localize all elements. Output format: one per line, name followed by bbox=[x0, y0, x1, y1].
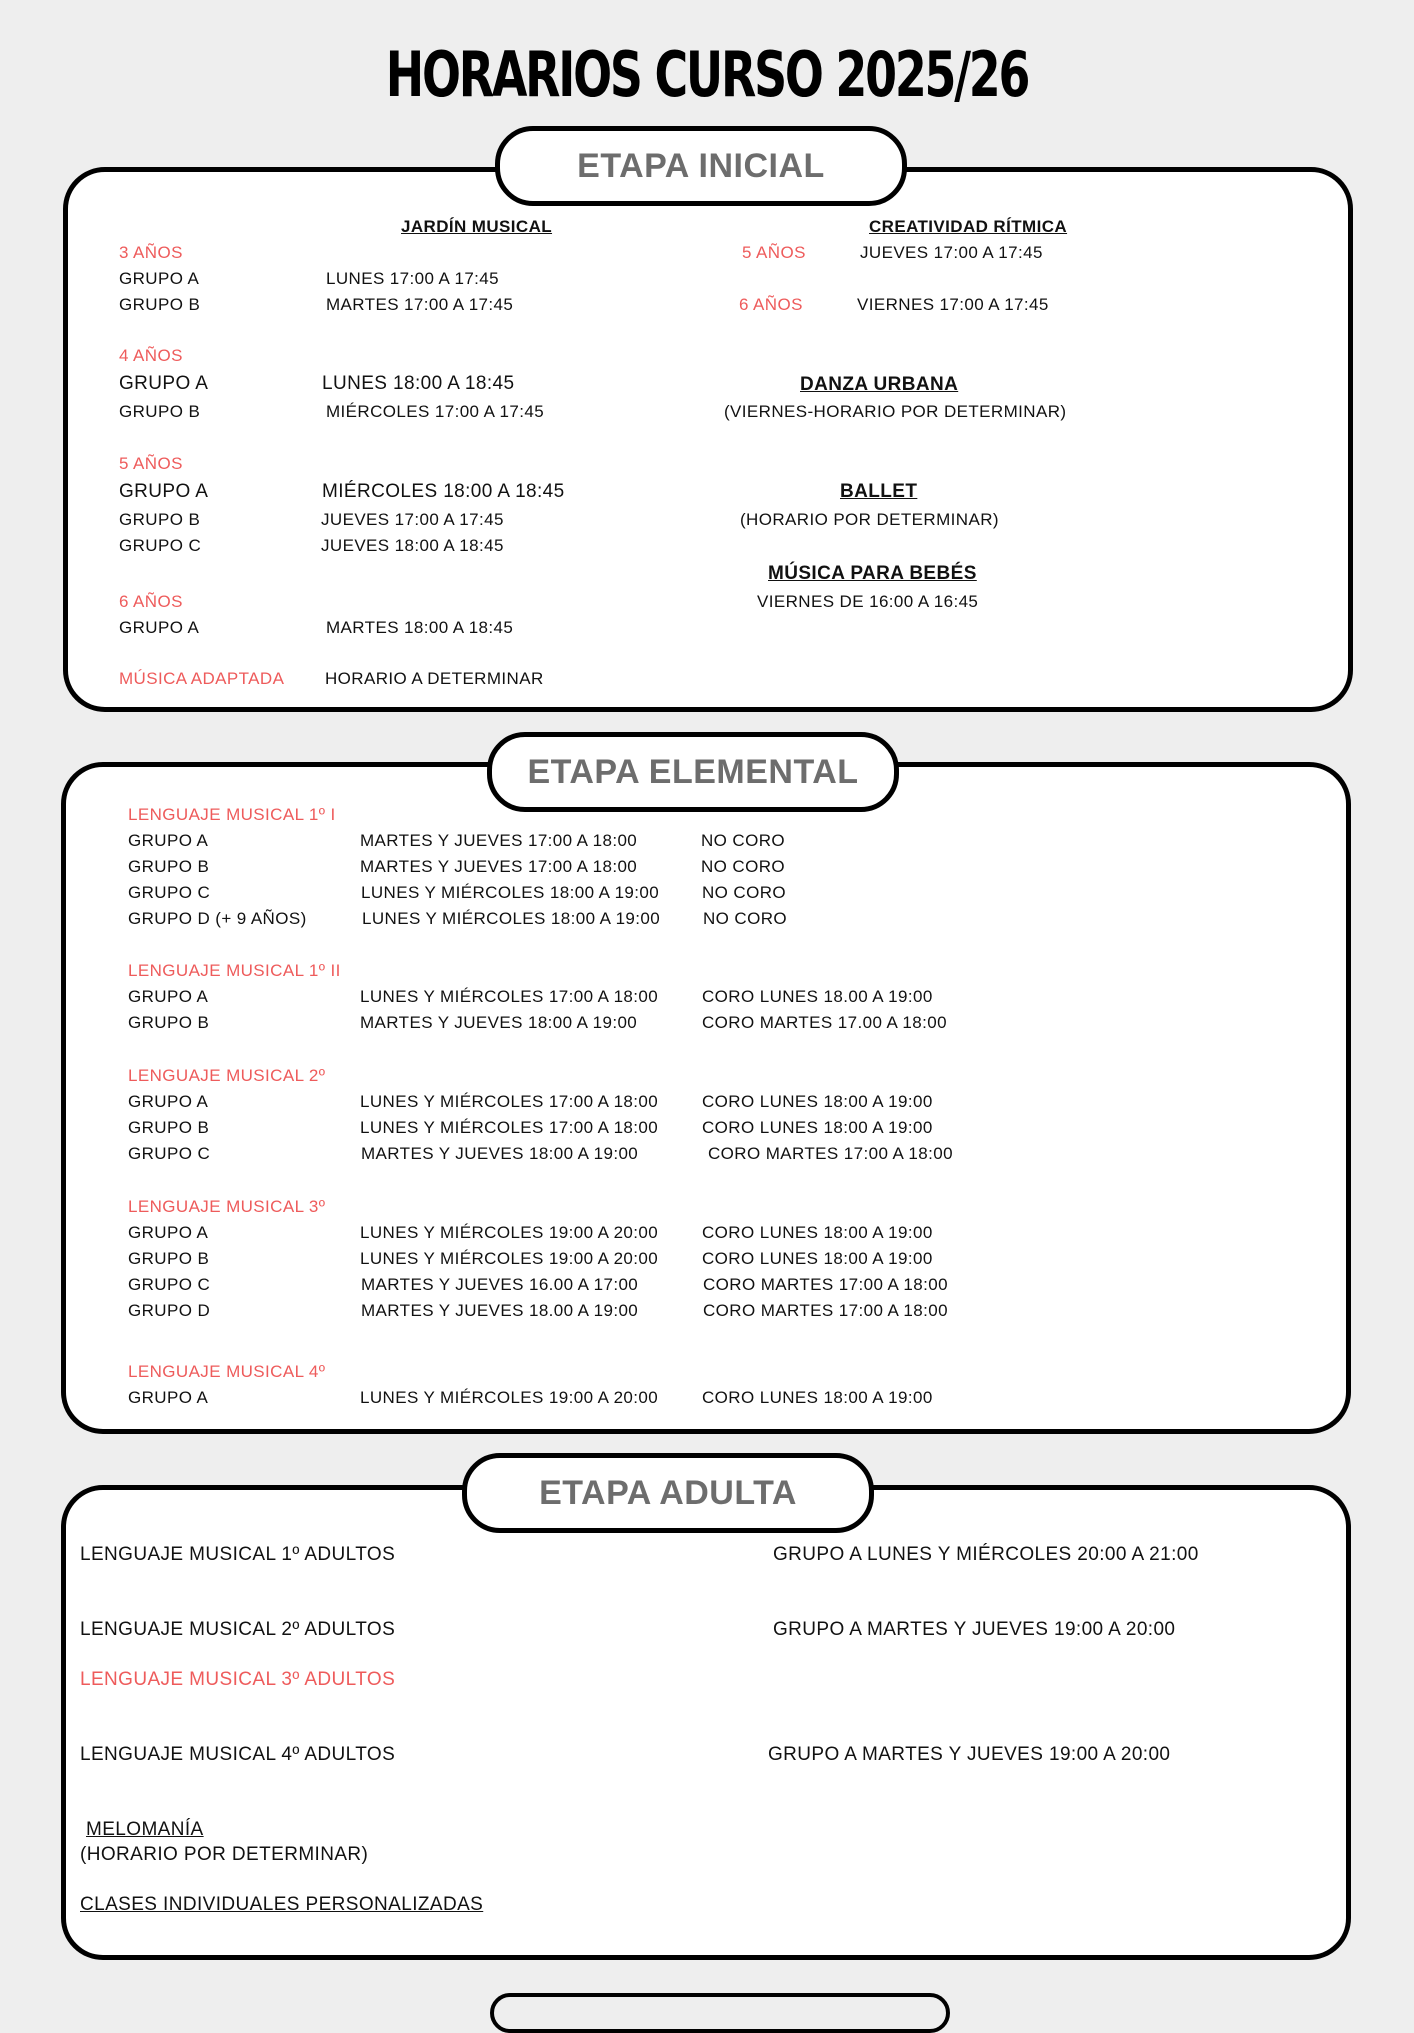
jardin-musical-title: JARDÍN MUSICAL bbox=[401, 217, 553, 236]
adult-lm4-name: LENGUAJE MUSICAL 4º ADULTOS bbox=[80, 1744, 396, 1765]
musica-adaptada-time: HORARIO A DETERMINAR bbox=[325, 669, 544, 688]
lm3-row-d-group: GRUPO D bbox=[128, 1301, 211, 1320]
age3-group-b: GRUPO B bbox=[119, 295, 201, 314]
lm3-row-d-coro: CORO MARTES 17:00 A 18:00 bbox=[703, 1301, 948, 1320]
creatividad-ritmica-title: CREATIVIDAD RÍTMICA bbox=[869, 217, 1068, 236]
age5-group-a-time: MIÉRCOLES 18:00 A 18:45 bbox=[322, 481, 565, 502]
lm3-row-b-coro: CORO LUNES 18:00 A 19:00 bbox=[702, 1249, 933, 1268]
clases-individuales: CLASES INDIVIDUALES PERSONALIZADAS bbox=[80, 1894, 484, 1915]
creatividad-5-age: 5 AÑOS bbox=[742, 243, 806, 262]
musica-bebes-title: MÚSICA PARA BEBÉS bbox=[768, 563, 977, 584]
age5-group-c-time: JUEVES 18:00 A 18:45 bbox=[321, 536, 504, 555]
lm4-row-a-coro: CORO LUNES 18:00 A 19:00 bbox=[702, 1388, 933, 1407]
adult-lm2-time: GRUPO A MARTES Y JUEVES 19:00 A 20:00 bbox=[773, 1619, 1176, 1640]
age-3-label: 3 AÑOS bbox=[119, 243, 183, 262]
lm3-row-a-group: GRUPO A bbox=[128, 1223, 209, 1242]
lm2-row-b-group: GRUPO B bbox=[128, 1118, 210, 1137]
lm1ii-row-a-coro: CORO LUNES 18.00 A 19:00 bbox=[702, 987, 933, 1006]
lm1i-row-a-group: GRUPO A bbox=[128, 831, 209, 850]
etapa-inicial-heading: ETAPA INICIAL bbox=[495, 126, 907, 206]
melomania-title: MELOMANÍA bbox=[86, 1819, 204, 1840]
age4-group-a-time: LUNES 18:00 A 18:45 bbox=[322, 373, 515, 394]
ballet-title: BALLET bbox=[840, 481, 918, 502]
lm1ii-title: LENGUAJE MUSICAL 1º II bbox=[128, 961, 341, 980]
lm3-title: LENGUAJE MUSICAL 3º bbox=[128, 1197, 326, 1216]
lm1i-row-c-coro: NO CORO bbox=[702, 883, 787, 902]
musica-bebes-time: VIERNES DE 16:00 A 16:45 bbox=[757, 592, 979, 611]
lm1i-row-b-coro: NO CORO bbox=[701, 857, 786, 876]
lm1i-row-d-coro: NO CORO bbox=[703, 909, 788, 928]
lm2-row-c-time: MARTES Y JUEVES 18:00 A 19:00 bbox=[361, 1144, 639, 1163]
age3-group-a-time: LUNES 17:00 A 17:45 bbox=[326, 269, 500, 288]
lm2-row-a-group: GRUPO A bbox=[128, 1092, 209, 1111]
age5-group-c: GRUPO C bbox=[119, 536, 202, 555]
lm4-row-a-group: GRUPO A bbox=[128, 1388, 209, 1407]
etapa-adulta-heading: ETAPA ADULTA bbox=[462, 1453, 874, 1533]
melomania-time: (HORARIO POR DETERMINAR) bbox=[80, 1844, 369, 1865]
lm1i-row-c-time: LUNES Y MIÉRCOLES 18:00 A 19:00 bbox=[361, 883, 660, 902]
lm1i-row-b-time: MARTES Y JUEVES 17:00 A 18:00 bbox=[360, 857, 638, 876]
lm1ii-row-b-group: GRUPO B bbox=[128, 1013, 210, 1032]
age3-group-b-time: MARTES 17:00 A 17:45 bbox=[326, 295, 514, 314]
etapa-elemental-heading: ETAPA ELEMENTAL bbox=[487, 732, 899, 812]
lm1ii-row-a-group: GRUPO A bbox=[128, 987, 209, 1006]
lm3-row-b-time: LUNES Y MIÉRCOLES 19:00 A 20:00 bbox=[360, 1249, 659, 1268]
creatividad-6-time: VIERNES 17:00 A 17:45 bbox=[857, 295, 1049, 314]
age6-group-a-time: MARTES 18:00 A 18:45 bbox=[326, 618, 514, 637]
lm3-row-a-time: LUNES Y MIÉRCOLES 19:00 A 20:00 bbox=[360, 1223, 659, 1242]
lm4-row-a-time: LUNES Y MIÉRCOLES 19:00 A 20:00 bbox=[360, 1388, 659, 1407]
lm1ii-row-a-time: LUNES Y MIÉRCOLES 17:00 A 18:00 bbox=[360, 987, 659, 1006]
age4-group-b-time: MIÉRCOLES 17:00 A 17:45 bbox=[326, 402, 545, 421]
creatividad-6-age: 6 AÑOS bbox=[739, 295, 803, 314]
lm3-row-d-time: MARTES Y JUEVES 18.00 A 19:00 bbox=[361, 1301, 639, 1320]
page-title: HORARIOS CURSO 2025/26 bbox=[385, 38, 1029, 111]
lm3-row-c-group: GRUPO C bbox=[128, 1275, 211, 1294]
lm1i-title: LENGUAJE MUSICAL 1º I bbox=[128, 805, 336, 824]
lm2-row-c-coro: CORO MARTES 17:00 A 18:00 bbox=[708, 1144, 953, 1163]
next-section-pill-edge bbox=[490, 1993, 950, 2033]
lm3-row-a-coro: CORO LUNES 18:00 A 19:00 bbox=[702, 1223, 933, 1242]
age5-group-a: GRUPO A bbox=[119, 481, 209, 502]
age5-group-b-time: JUEVES 17:00 A 17:45 bbox=[321, 510, 504, 529]
lm2-title: LENGUAJE MUSICAL 2º bbox=[128, 1066, 326, 1085]
lm1i-row-a-time: MARTES Y JUEVES 17:00 A 18:00 bbox=[360, 831, 638, 850]
age3-group-a: GRUPO A bbox=[119, 269, 200, 288]
lm1i-row-b-group: GRUPO B bbox=[128, 857, 210, 876]
lm3-row-c-coro: CORO MARTES 17:00 A 18:00 bbox=[703, 1275, 948, 1294]
lm3-row-b-group: GRUPO B bbox=[128, 1249, 210, 1268]
lm2-row-c-group: GRUPO C bbox=[128, 1144, 211, 1163]
age-6-label: 6 AÑOS bbox=[119, 592, 183, 611]
lm2-row-b-time: LUNES Y MIÉRCOLES 17:00 A 18:00 bbox=[360, 1118, 659, 1137]
lm3-row-c-time: MARTES Y JUEVES 16.00 A 17:00 bbox=[361, 1275, 639, 1294]
lm2-row-a-time: LUNES Y MIÉRCOLES 17:00 A 18:00 bbox=[360, 1092, 659, 1111]
lm1i-row-d-group: GRUPO D (+ 9 AÑOS) bbox=[128, 909, 307, 928]
musica-adaptada-label: MÚSICA ADAPTADA bbox=[119, 669, 285, 688]
danza-urbana-time: (VIERNES-HORARIO POR DETERMINAR) bbox=[724, 402, 1067, 421]
adult-lm2-name: LENGUAJE MUSICAL 2º ADULTOS bbox=[80, 1619, 396, 1640]
ballet-time: (HORARIO POR DETERMINAR) bbox=[740, 510, 999, 529]
age-4-label: 4 AÑOS bbox=[119, 346, 183, 365]
adult-lm4-time: GRUPO A MARTES Y JUEVES 19:00 A 20:00 bbox=[768, 1744, 1171, 1765]
age-5-label: 5 AÑOS bbox=[119, 454, 183, 473]
adult-lm3-name: LENGUAJE MUSICAL 3º ADULTOS bbox=[80, 1669, 396, 1690]
lm1i-row-d-time: LUNES Y MIÉRCOLES 18:00 A 19:00 bbox=[362, 909, 661, 928]
etapa-inicial-panel bbox=[63, 167, 1353, 712]
adult-lm1-name: LENGUAJE MUSICAL 1º ADULTOS bbox=[80, 1544, 396, 1565]
adult-lm1-time: GRUPO A LUNES Y MIÉRCOLES 20:00 A 21:00 bbox=[773, 1544, 1199, 1565]
lm4-title: LENGUAJE MUSICAL 4º bbox=[128, 1362, 326, 1381]
age5-group-b: GRUPO B bbox=[119, 510, 201, 529]
creatividad-5-time: JUEVES 17:00 A 17:45 bbox=[860, 243, 1043, 262]
lm1i-row-c-group: GRUPO C bbox=[128, 883, 211, 902]
lm2-row-a-coro: CORO LUNES 18:00 A 19:00 bbox=[702, 1092, 933, 1111]
age4-group-a: GRUPO A bbox=[119, 373, 209, 394]
lm1ii-row-b-coro: CORO MARTES 17.00 A 18:00 bbox=[702, 1013, 947, 1032]
danza-urbana-title: DANZA URBANA bbox=[800, 374, 959, 395]
age4-group-b: GRUPO B bbox=[119, 402, 201, 421]
lm1ii-row-b-time: MARTES Y JUEVES 18:00 A 19:00 bbox=[360, 1013, 638, 1032]
lm2-row-b-coro: CORO LUNES 18:00 A 19:00 bbox=[702, 1118, 933, 1137]
age6-group-a: GRUPO A bbox=[119, 618, 200, 637]
lm1i-row-a-coro: NO CORO bbox=[701, 831, 786, 850]
